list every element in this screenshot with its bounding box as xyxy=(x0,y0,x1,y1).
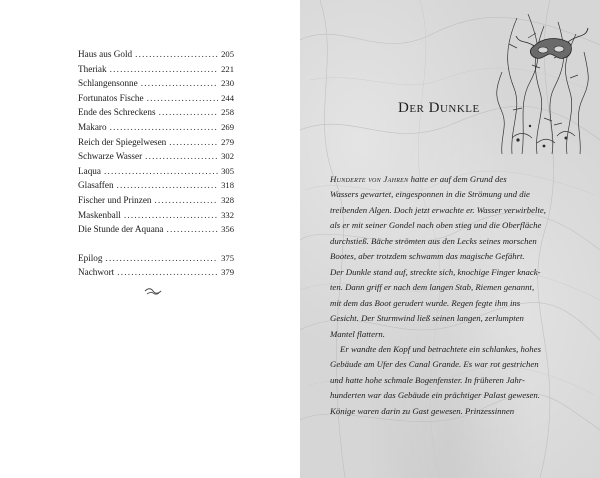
toc-dot-leader xyxy=(169,135,218,150)
toc-dot-leader xyxy=(124,208,218,223)
toc-dot-leader xyxy=(110,120,219,135)
toc-entry-page: 375 xyxy=(221,252,234,263)
chapter-text-line: als er mit seiner Gondel nach oben stieg und die Oberfläche xyxy=(330,220,542,231)
toc-entry-title: Theriak xyxy=(78,63,107,74)
toc-entry-page: 379 xyxy=(221,267,234,278)
toc-entry-title: Schlangensonne xyxy=(78,78,138,89)
chapter-text-line: Könige waren darin zu Gast gewesen. Prinzessinnen xyxy=(330,405,515,416)
toc-entry xyxy=(78,222,234,237)
chapter-text-line: Gesicht. Der Sturmwind ließ seinen langen, zerlumpten xyxy=(330,313,524,324)
table-of-contents xyxy=(78,47,234,280)
toc-entry-page: 305 xyxy=(221,165,234,176)
toc-entry xyxy=(78,135,234,150)
toc-dot-leader xyxy=(141,76,218,91)
toc-entry xyxy=(78,76,234,91)
chapter-body-text xyxy=(330,172,578,419)
toc-entry-page: 258 xyxy=(221,107,234,118)
toc-entry-page: 230 xyxy=(221,78,234,89)
toc-entry xyxy=(78,47,234,62)
toc-dot-leader xyxy=(135,47,218,62)
toc-dot-leader xyxy=(106,251,219,266)
toc-entry xyxy=(78,164,234,179)
toc-entry-page: 302 xyxy=(221,151,234,162)
toc-entry-title: Makaro xyxy=(78,121,107,132)
toc-dot-leader xyxy=(104,164,218,179)
toc-dot-leader xyxy=(145,149,218,164)
chapter-text-line: durchstieß. Bäche strömten aus den Lecks seines morschen xyxy=(330,235,537,246)
toc-entry-title: Die Stunde der Aquana xyxy=(78,224,164,235)
chapter-text-line: mit dem das Boot gerudert wurde. Regen fegte ihm ins xyxy=(330,297,521,308)
masquerade-mask-seaweed-icon xyxy=(482,8,597,156)
toc-main-list xyxy=(78,47,234,237)
chapter-text-line: Gebäude am Ufer des Canal Grande. Es war rot gestrichen xyxy=(330,359,539,370)
chapter-text-line: Bootes, aber trotzdem schwamm das magische Gefährt. xyxy=(330,251,525,262)
toc-entry-page: 205 xyxy=(221,49,234,59)
toc-entry-page: 269 xyxy=(221,121,234,132)
toc-dot-leader xyxy=(117,178,219,193)
toc-entry-page: 244 xyxy=(221,92,234,103)
toc-entry-title: Haus aus Gold xyxy=(78,49,133,59)
toc-entry-title: Maskenball xyxy=(78,209,121,220)
chapter-text-line: treibenden Algen. Doch jetzt erwachte er. Wasser verwirbelte, xyxy=(330,204,546,215)
toc-entry-page: 279 xyxy=(221,136,234,147)
toc-entry xyxy=(78,120,234,135)
chapter-text-line: Wassers gewartet, eingesponnen in die Strömung und die xyxy=(330,189,530,200)
chapter-text-line: Der Dunkle stand auf, streckte sich, knochige Finger knack- xyxy=(330,266,541,277)
toc-entry xyxy=(78,265,234,280)
toc-entry xyxy=(78,91,234,106)
chapter-text-line xyxy=(330,172,578,187)
chapter-text-line: Er wandte den Kopf und betrachtete ein schlankes, hohes xyxy=(340,343,541,354)
chapter-text-line-rest: hatte er auf dem Grund des xyxy=(408,174,507,184)
toc-dot-leader xyxy=(155,193,219,208)
toc-entry xyxy=(78,149,234,164)
toc-back-matter-list xyxy=(78,251,234,280)
toc-entry-page: 318 xyxy=(221,180,234,191)
chapter-text-line: hunderten war das Gebäude ein prächtiger Palast gewesen. xyxy=(330,390,540,401)
toc-entry xyxy=(78,251,234,266)
toc-entry-title: Fortunatos Fische xyxy=(78,92,144,103)
toc-entry-title: Reich der Spiegelwesen xyxy=(78,136,167,147)
toc-entry xyxy=(78,105,234,120)
toc-entry-title: Nachwort xyxy=(78,267,115,278)
right-page xyxy=(300,0,600,478)
toc-entry xyxy=(78,178,234,193)
toc-entry-title: Epilog xyxy=(78,252,103,263)
toc-dot-leader xyxy=(110,62,219,77)
chapter-text-line: ten. Dann griff er nach dem langen Stab, Riemen genannt, xyxy=(330,282,535,293)
toc-entry-title: Laqua xyxy=(78,165,101,176)
toc-entry-title: Schwarze Wasser xyxy=(78,151,143,162)
toc-dot-leader xyxy=(117,265,218,280)
toc-entry-title: Glasaffen xyxy=(78,180,114,191)
toc-entry-title: Fischer und Prinzen xyxy=(78,194,152,205)
toc-entry-page: 221 xyxy=(221,63,234,74)
toc-dot-leader xyxy=(159,105,219,120)
toc-entry-page: 356 xyxy=(221,224,234,235)
chapter-text-line: Mantel flattern. xyxy=(330,328,385,339)
swirl-ornament-icon xyxy=(144,287,162,297)
toc-entry-title: Ende des Schreckens xyxy=(78,107,156,118)
toc-gap xyxy=(78,237,234,251)
toc-dot-leader xyxy=(147,91,219,106)
toc-entry-page: 332 xyxy=(221,209,234,220)
toc-entry xyxy=(78,62,234,77)
toc-dot-leader xyxy=(166,222,218,237)
chapter-opening-smallcaps: Hunderte von Jahren xyxy=(330,174,409,184)
toc-entry-page: 328 xyxy=(221,194,234,205)
toc-entry xyxy=(78,193,234,208)
chapter-text-line: und hatte hohe schmale Bogenfenster. In früheren Jahr- xyxy=(330,374,525,385)
toc-entry xyxy=(78,208,234,223)
chapter-heading: Der Dunkle xyxy=(398,100,480,116)
